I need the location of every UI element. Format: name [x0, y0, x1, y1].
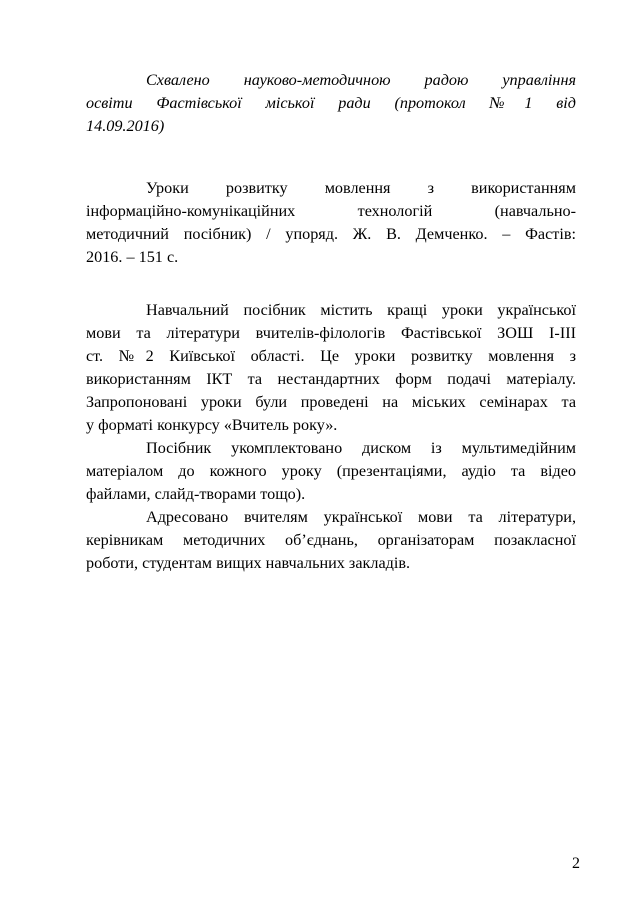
annotation-line: Адресовано вчителям української мови та літератури, — [146, 508, 576, 526]
annotation-line: матеріалом до кожного уроку (презентаціями, аудіо та відео — [86, 462, 576, 480]
citation-line: 2016. – 151 с. — [86, 248, 179, 266]
annotation-line: керівникам методичних об’єднань, організаторам позакласної — [86, 531, 576, 549]
annotation-paragraph-3 — [86, 506, 576, 575]
annotation-line: мови та літератури вчителів-філологів Фастівської ЗОШ І-ІІІ — [86, 324, 576, 342]
annotation-line: Навчальний посібник містить кращі уроки української — [146, 301, 576, 319]
citation-line: інформаційно-комунікаційних технологій (навчально- — [86, 202, 576, 220]
annotation-line: використанням ІКТ та нестандартних форм подачі матеріалу. — [86, 370, 576, 388]
annotation-paragraph-1 — [86, 299, 576, 437]
bibliographic-citation — [86, 177, 576, 269]
approval-line: 14.09.2016) — [86, 117, 165, 135]
citation-line: методичний посібник) / упоряд. Ж. В. Демченко. – Фастів: — [86, 225, 576, 243]
annotation-line: Посібник укомплектовано диском із мультимедійним — [146, 439, 576, 457]
page-number: 2 — [572, 855, 580, 872]
approval-line: Схвалено науково-методичною радою управління — [146, 71, 576, 89]
annotation-line: ст. №2 Київської області. Це уроки розвитку мовлення з — [86, 347, 576, 365]
annotation-line: роботи, студентам вищих навчальних закладів. — [86, 554, 411, 572]
annotation-line: файлами, слайд-творами тощо). — [86, 485, 306, 503]
annotation — [86, 299, 576, 575]
approval-line: освіти Фастівської міської ради (протокол №1 від — [86, 94, 576, 112]
annotation-line: у форматі конкурсу «Вчитель року». — [86, 416, 338, 434]
annotation-paragraph-2 — [86, 437, 576, 506]
annotation-line: Запропоновані уроки були проведені на міських семінарах та — [86, 393, 576, 411]
approval-note — [86, 69, 576, 138]
citation-line: Уроки розвитку мовлення з використанням — [146, 179, 576, 197]
